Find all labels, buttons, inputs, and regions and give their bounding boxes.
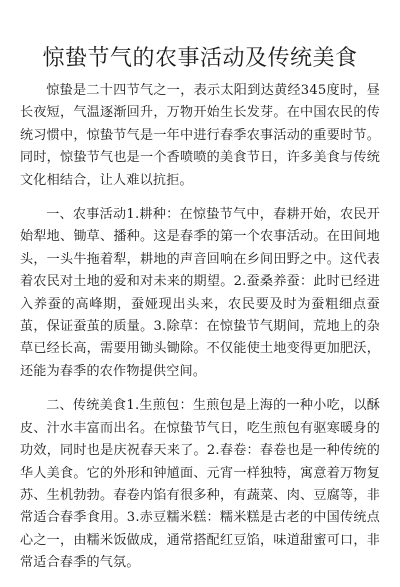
traditional-food-paragraph: 二、传统美食1.生煎包：生煎包是上海的一种小吃，以酥皮、汁水丰富而出名。在惊蛰节气日，吃生煎包有驱寒暖身的功效，同时也是庆祝春天来了。2.春卷：春卷也是一种传统的华人美食。它的外形和钟馗面、元宵一样独特，寓意着万物复苏、生机勃勃。春卷内馅有很多种，有蔬菜、肉、豆腐等，非常适合春季食用。3.赤豆糯米糕：糯米糕是古老的中国传统点心之一，由糯米饭做成，通常搭配红豆馅，味道甜蜜可口，非常适合春季的气氛。 xyxy=(20,398,380,571)
intro-paragraph: 惊蛰是二十四节气之一，表示太阳到达黄经345度时，昼长夜短，气温逐渐回升，万物开始生长发芽。在中国农民的传统习惯中，惊蛰节气是一年中进行春季农事活动的重要时节。同时，惊蛰节气也是一个香喷喷的美食节日，许多美食与传统文化相结合，让人难以抗拒。 xyxy=(20,83,380,188)
page-title: 惊蛰节气的农事活动及传统美食 xyxy=(42,45,358,71)
farming-activities-paragraph: 一、农事活动1.耕种：在惊蛰节气中，春耕开始，农民开始犁地、锄草、播种。这是春季的第一个农事活动。在田间地头，一头牛拖着犁，耕地的声音回响在乡间田野之中。这代表着农民对土地的爱和对未来的期望。2.蚕桑养蚕：此时已经进入养蚕的高峰期，蚕娅现出头来，农民要及时为蚕粗细点蚕茧，保证蚕茧的质量。3.除草：在惊蛰节气期间，荒地上的杂草已经长高，需要用锄头锄除。不仅能使土地变得更加肥沃，还能为春季的农作物提供空间。 xyxy=(20,207,380,379)
document-body xyxy=(20,80,380,587)
